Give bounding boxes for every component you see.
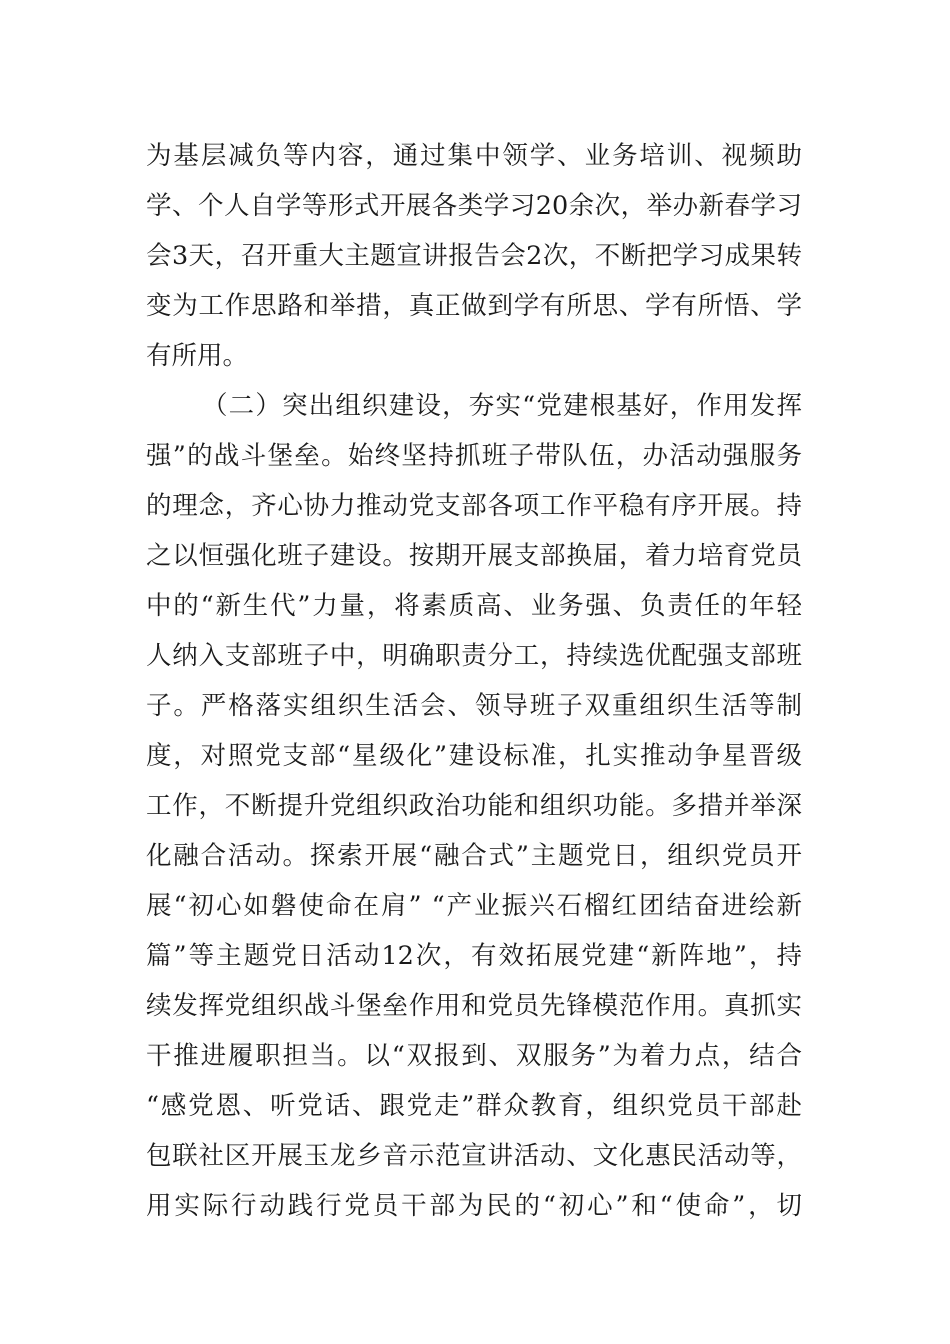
section-heading-line: （二）突出组织建设，夯实“党建根基好，作用发挥 [202,391,802,421]
text-line: 包联社区开展玉龙乡音示范宣讲活动、文化惠民活动等， [146,1141,802,1171]
text-line: 展“初心如磐使命在肩” “产业振兴石榴红团结奋进绘新 [146,891,802,921]
text-line: 化融合活动。探索开展“融合式”主题党日，组织党员开 [146,841,802,871]
text-line: 子。严格落实组织生活会、领导班子双重组织生活等制 [146,691,802,721]
text-line: 强”的战斗堡垒。始终坚持抓班子带队伍，办活动强服务 [146,441,802,471]
text-line: 干推进履职担当。以“双报到、双服务”为着力点，结合 [146,1041,802,1071]
text-line: 度，对照党支部“星级化”建设标准，扎实推动争星晋级 [146,741,802,771]
text-line: 篇”等主题党日活动12次，有效拓展党建“新阵地”，持 [146,941,802,971]
text-line: 为基层减负等内容，通过集中领学、业务培训、视频助 [146,141,802,171]
text-line: 学、个人自学等形式开展各类学习20余次，举办新春学习 [146,191,802,221]
text-line: 续发挥党组织战斗堡垒作用和党员先锋模范作用。真抓实 [146,991,802,1021]
text-line: 之以恒强化班子建设。按期开展支部换届，着力培育党员 [146,541,802,571]
text-line: 工作，不断提升党组织政治功能和组织功能。多措并举深 [146,791,802,821]
text-line: 的理念，齐心协力推动党支部各项工作平稳有序开展。持 [146,491,802,521]
text-line: 用实际行动践行党员干部为民的“初心”和“使命”，切 [146,1191,802,1221]
text-line: 会3天，召开重大主题宣讲报告会2次，不断把学习成果转 [146,241,802,271]
text-line: 变为工作思路和举措，真正做到学有所思、学有所悟、学 [146,291,802,321]
text-line: “感党恩、听党话、跟党走”群众教育，组织党员干部赴 [146,1091,802,1121]
text-line: 人纳入支部班子中，明确职责分工，持续选优配强支部班 [146,641,802,671]
text-line: 有所用。 [146,341,249,371]
text-line: 中的“新生代”力量，将素质高、业务强、负责任的年轻 [146,591,802,621]
